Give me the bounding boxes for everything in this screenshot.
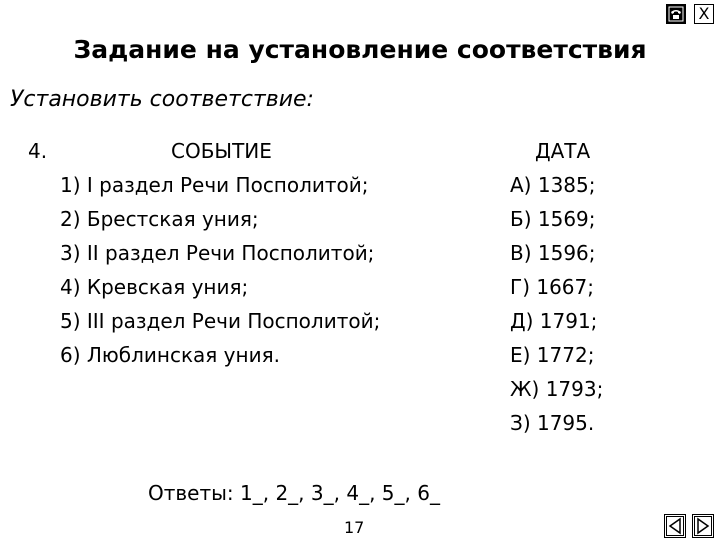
event-item: 5) III раздел Речи Посполитой; — [60, 309, 381, 333]
date-item: А) 1385; — [510, 173, 596, 197]
next-button[interactable] — [692, 514, 714, 538]
triangle-right-icon — [694, 516, 712, 536]
phone-button[interactable] — [666, 4, 686, 24]
prev-button[interactable] — [664, 514, 686, 538]
event-item: 3) II раздел Речи Посполитой; — [60, 241, 375, 265]
date-item: Е) 1772; — [510, 343, 595, 367]
instruction-text: Установить соответствие: — [10, 87, 314, 112]
event-item: 1) I раздел Речи Посполитой; — [60, 173, 369, 197]
date-item: Д) 1791; — [510, 309, 598, 333]
date-item: Ж) 1793; — [510, 377, 604, 401]
question-number: 4. — [28, 139, 48, 163]
answers-line: Ответы: 1_, 2_, 3_, 4_, 5_, 6_ — [148, 481, 440, 505]
event-item: 4) Кревская уния; — [60, 275, 249, 299]
close-icon: X — [698, 4, 710, 23]
events-list — [60, 168, 380, 372]
date-item: Г) 1667; — [510, 275, 594, 299]
date-item: В) 1596; — [510, 241, 596, 265]
dates-header: ДАТА — [535, 139, 591, 163]
page-number: 17 — [344, 518, 365, 537]
event-item: 2) Брестская уния; — [60, 207, 259, 231]
page-title: Задание на установление соответствия — [73, 35, 647, 64]
triangle-left-icon — [666, 516, 684, 536]
events-header: СОБЫТИЕ — [171, 139, 272, 163]
date-item: З) 1795. — [510, 411, 595, 435]
phone-icon — [668, 6, 684, 22]
event-item: 6) Люблинская уния. — [60, 343, 280, 367]
dates-list — [510, 168, 603, 440]
close-button[interactable] — [694, 4, 714, 24]
date-item: Б) 1569; — [510, 207, 596, 231]
